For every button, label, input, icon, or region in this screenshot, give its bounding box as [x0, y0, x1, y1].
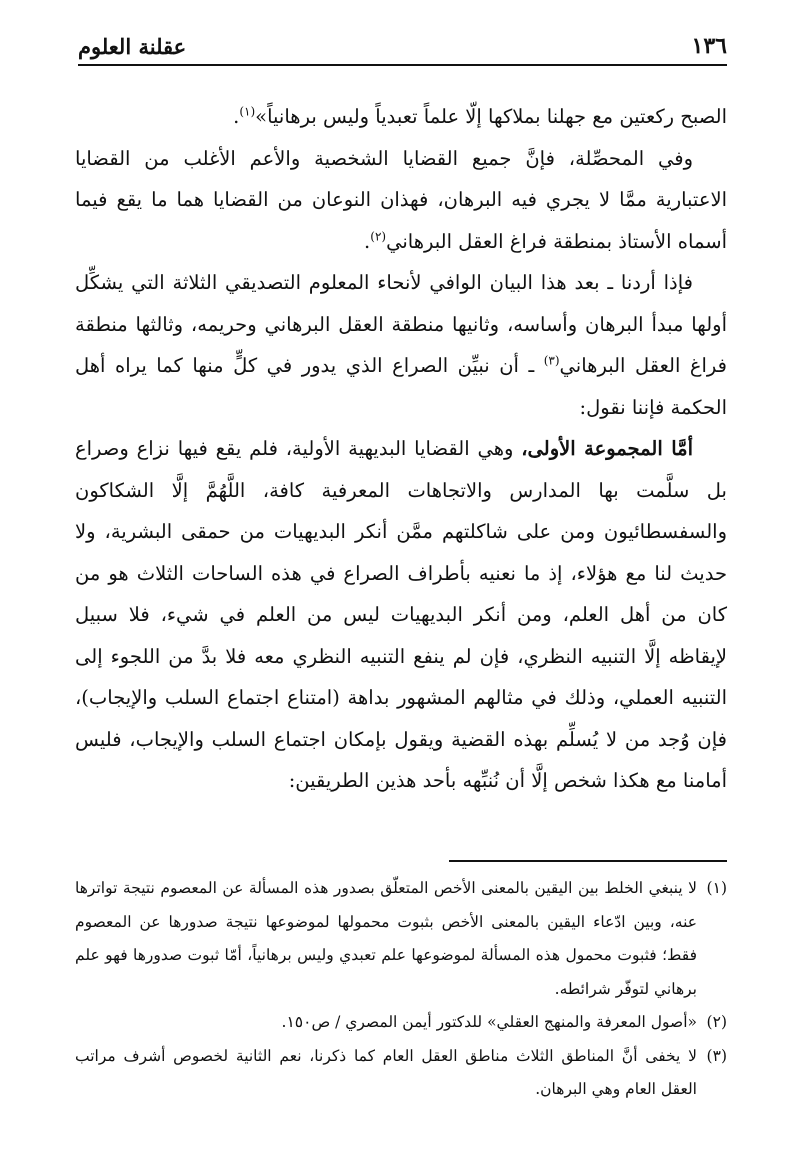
footnote-text: لا ينبغي الخلط بين اليقين بالمعنى الأخص المتعلّق بصدور هذه المسألة عن المعصوم نتيجة تواترها عنه، وبين ادّعاء اليقين بالمعنى الأخص بثبوت محمولها لموضوعها نتيجة صدورها عن المعصوم فقط؛ فثبوت محمول هذه المسألة لموضوعها علم تعبدي وليس برهانياً، أمّا ثبوت صدورها فهو علم برهاني لتوفّر شرائطه.	[75, 879, 697, 998]
paragraph-4-text: وهي القضايا البديهية الأولية، فلم يقع فيها نزاع وصراع بل سلَّمت بها المدارس والاتجاهات المعرفية كافة، اللَّهُمَّ إلَّا الشكاكون والسفسطائيون ومن على شاكلتهم ممَّن أنكر البديهيات من حمقى البشرية، ولا حديث لنا مع هؤلاء، إذ ما نعنيه بأطراف الصراع في هذه الساحات الثلاث هو من كان من أهل العلم، ومن أنكر البديهيات ليس من العلم في شيء، فلا سبيل لإيقاظه إلَّا التنبيه النظري، فإن لم ينفع التنبيه النظري معه فلا بدَّ من اللجوء إلى التنبيه العملي، وذلك في مثالهم المشهور بداهة (امتناع اجتماع السلب والإيجاب)، فإن وُجد من لا يُسلِّم بهذه القضية ويقول بإمكان اجتماع السلب والإيجاب، فليس أمامنا مع هكذا شخص إلَّا أن نُنبِّهه بأحد هذين الطريقين:	[75, 437, 727, 792]
paragraph-1-text: الصبح ركعتين مع جهلنا بملاكها إلّا علماً تعبدياً وليس برهانياً	[267, 105, 727, 128]
running-header	[78, 28, 727, 66]
paragraph-3-end: ـ أن نبيِّن الصراع الذي يدور في كلٍّ منها كما يراه أهل الحكمة فإننا نقول:	[75, 354, 727, 419]
footnote-ref-2[interactable]: (٢)	[370, 229, 387, 243]
footnote-number: (١)	[706, 879, 727, 897]
paragraph-2	[75, 138, 727, 263]
paragraph-1-end: .	[233, 105, 240, 128]
paragraph-2-end: .	[364, 229, 371, 253]
paragraph-1	[75, 96, 727, 138]
paragraph-3-text: فإذا أردنا ـ بعد هذا البيان الوافي لأنحاء المعلوم التصديقي الثلاثة التي يشكِّل أولها مبدأ البرهان وأساسه، وثانيها منطقة العقل البرهاني وحريمه، وثالثها منطقة فراغ العقل البرهاني	[75, 271, 728, 377]
footnote-2	[75, 1006, 727, 1040]
paragraph-2-text: وفي المحصِّلة، فإنَّ جميع القضايا الشخصية والأعم الأغلب من القضايا الاعتبارية ممَّا لا يجري فيه البرهان، فهذان النوعان من القضايا هما ما يقع فيما أسماه الأستاذ بمنطقة فراغ العقل البرهاني	[75, 146, 727, 253]
footnotes	[75, 872, 727, 1107]
footnote-number: (٣)	[706, 1046, 727, 1065]
main-text	[75, 96, 727, 802]
footnote-separator	[449, 860, 727, 862]
footnote-ref-1[interactable]: (١)	[239, 104, 256, 119]
footnote-3	[75, 1040, 727, 1107]
book-title: عقلنة العلوم	[78, 33, 187, 59]
footnote-1	[75, 872, 727, 1006]
page-number: ١٣٦	[691, 33, 727, 59]
footnote-ref-3[interactable]: (٣)	[543, 353, 560, 368]
footnote-number: (٢)	[706, 1013, 727, 1031]
footnote-text: لا يخفى أنَّ المناطق الثلاث مناطق العقل العام كما ذكرنا، نعم الثانية لخصوص أشرف مراتب العقل العام وهي البرهان.	[75, 1046, 697, 1098]
paragraph-4	[75, 428, 727, 802]
paragraph-4-lead: أمَّا المجموعة الأولى،	[521, 437, 693, 460]
paragraph-3	[75, 262, 727, 428]
quote-close: »	[255, 105, 268, 128]
footnote-text: «أصول المعرفة والمنهج العقلي» للدكتور أيمن المصري / ص١٥٠.	[281, 1013, 697, 1031]
